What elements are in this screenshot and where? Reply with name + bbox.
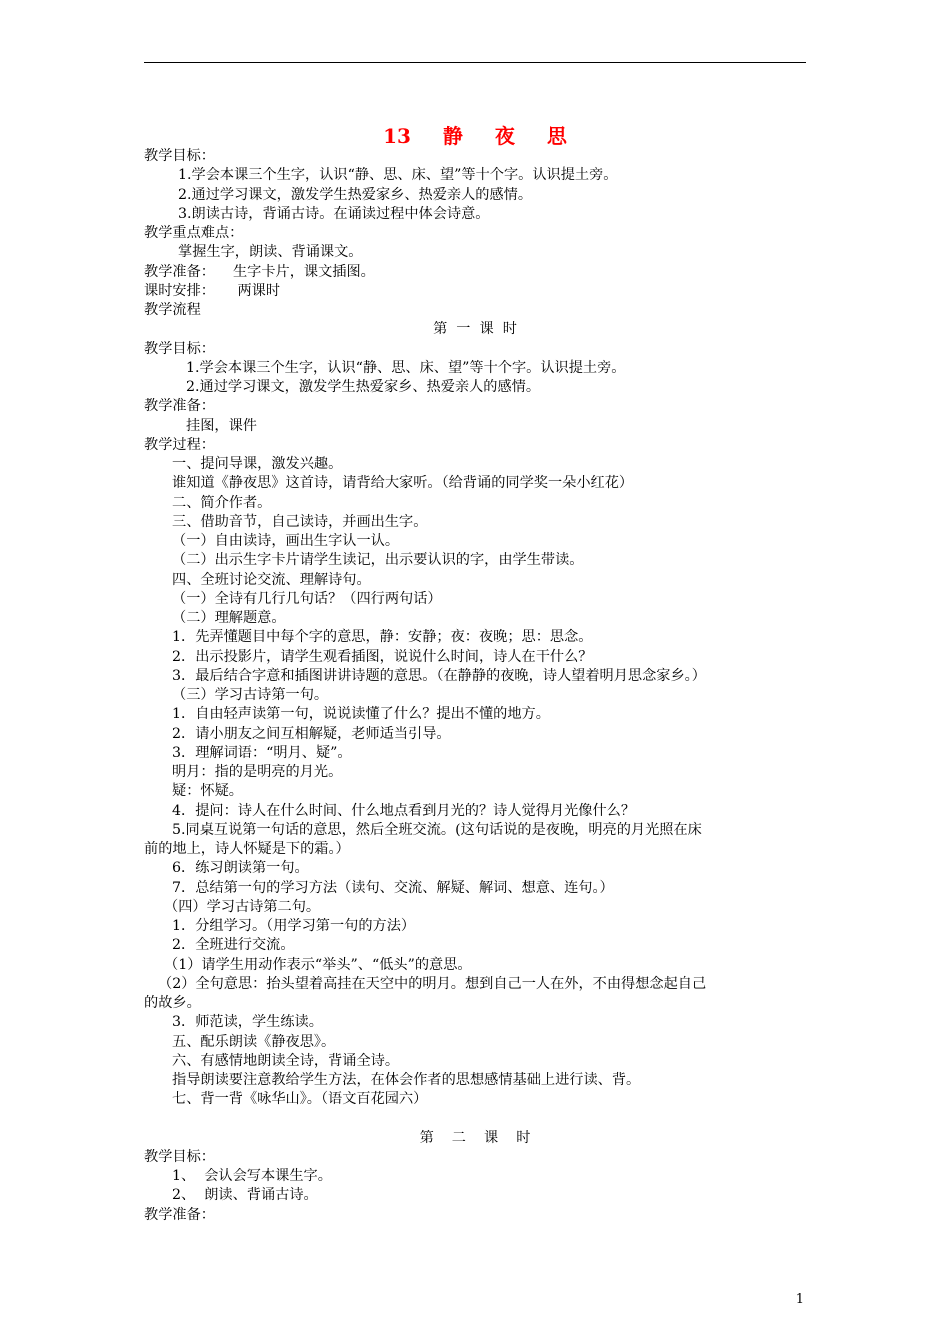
section-heading: 第 二 课 时 xyxy=(419,1129,531,1146)
text-line: 前的地上，诗人怀疑是下的霜。） xyxy=(144,841,350,857)
text-line: 4．提问：诗人在什么时间、什么地点看到月光的？诗人觉得月光像什么？ xyxy=(172,802,636,819)
text-line: 教学准备： 生字卡片，课文插图。 xyxy=(144,263,375,280)
text-line: 1、 会认会写本课生字。 xyxy=(172,1168,332,1184)
text-line: 3．最后结合字意和插图讲讲诗题的意思。（在静静的夜晚，诗人望着明月思念家乡。） xyxy=(172,667,706,684)
text-line: 7．总结第一句的学习方法（读句、交流、解疑、解词、想意、连句。） xyxy=(172,879,614,896)
text-line: 挂图，课件 xyxy=(186,417,257,434)
text-line: （一）全诗有几行几句话？（四行两句话） xyxy=(172,590,442,607)
section-heading: 第 一 课 时 xyxy=(433,321,517,338)
text-line: 2、 朗读、背诵古诗。 xyxy=(172,1187,318,1204)
text-line: （2）全句意思：抬头望着高挂在天空中的明月。想到自己一人在外，不由得想念起自己 xyxy=(158,975,707,992)
text-line: （二）出示生字卡片请学生读记，出示要认识的字，由学生带读。 xyxy=(172,552,584,569)
text-line: 1．自由轻声读第一句，说说读懂了什么？提出不懂的地方。 xyxy=(172,706,550,723)
text-line: 1.学会本课三个生字，认识“静、思、床、望”等十个字。认识提土旁。 xyxy=(186,359,626,376)
blank-line xyxy=(144,1110,806,1129)
text-line: 疑：怀疑。 xyxy=(172,783,243,800)
text-line: 5.同桌互说第一句话的意思，然后全班交流。(这句话说的是夜晚，明亮的月光照在床 xyxy=(172,821,702,838)
text-line: 三、借助音节，自己读诗，并画出生字。 xyxy=(172,513,428,530)
text-line: （一）自由读诗，画出生字认一认。 xyxy=(172,533,400,549)
title-char: 思 xyxy=(546,124,567,148)
text-line: 二、简介作者。 xyxy=(172,494,272,511)
text-line: （三）学习古诗第一句。 xyxy=(172,687,329,703)
text-line: 的故乡。 xyxy=(144,995,201,1011)
text-line: 1．分组学习。（用学习第一句的方法） xyxy=(172,918,416,934)
text-line: 明月：指的是明亮的月光。 xyxy=(172,764,343,780)
text-line: 课时安排： 两课时 xyxy=(144,282,281,299)
text-line: 2.通过学习课文，激发学生热爱家乡、热爱亲人的感情。 xyxy=(186,379,541,395)
text-line: 谁知道《静夜思》这首诗，请背给大家听。（给背诵的同学奖一朵小红花） xyxy=(172,475,634,492)
text-line: 教学目标： xyxy=(144,340,215,357)
text-line: 2.通过学习课文，激发学生热爱家乡、热爱亲人的感情。 xyxy=(178,186,533,203)
text-line: 教学过程： xyxy=(144,436,215,453)
lesson-title xyxy=(0,120,950,149)
text-line: 五、配乐朗读《静夜思》。 xyxy=(172,1033,336,1050)
text-line: 6．练习朗读第一句。 xyxy=(172,860,309,877)
text-line: 教学流程 xyxy=(144,302,201,318)
text-line: 四、全班讨论交流、理解诗句。 xyxy=(172,571,371,588)
text-line: （四）学习古诗第二句。 xyxy=(164,898,321,915)
text-line: 教学准备： xyxy=(144,1206,215,1223)
text-line: （1）请学生用动作表示“举头”、“低头”的意思。 xyxy=(164,956,472,973)
text-line: 1．先弄懂题目中每个字的意思，静：安静；夜：夜晚；思：思念。 xyxy=(172,629,593,646)
text-line: 一、提问导课，激发兴趣。 xyxy=(172,456,343,472)
text-line: 教学准备： xyxy=(144,398,215,415)
page-number: 1 xyxy=(795,1292,804,1307)
text-line: 七、背一背《咏华山》。（语文百花园六） xyxy=(172,1091,428,1108)
title-char: 夜 xyxy=(494,124,515,148)
text-line: 3.朗读古诗，背诵古诗。在诵读过程中体会诗意。 xyxy=(178,205,490,222)
header-rule xyxy=(144,62,806,63)
text-line: 教学目标： xyxy=(144,1148,215,1165)
text-line: 2．全班进行交流。 xyxy=(172,937,295,954)
text-line: 教学目标： xyxy=(144,148,215,164)
text-line: （二）理解题意。 xyxy=(172,610,286,626)
text-line: 教学重点难点： xyxy=(144,225,244,241)
title-char: 静 xyxy=(442,124,463,148)
text-line: 3．师范读，学生练读。 xyxy=(172,1014,323,1031)
text-line: 1.学会本课三个生字，认识“静、思、床、望”等十个字。认识提土旁。 xyxy=(178,167,618,184)
text-line: 六、有感情地朗读全诗，背诵全诗。 xyxy=(172,1052,400,1069)
text-line: 掌握生字，朗读、背诵课文。 xyxy=(178,244,363,261)
lesson-number: 13 xyxy=(383,124,411,148)
text-line: 2．请小朋友之间互相解疑，老师适当引导。 xyxy=(172,725,451,742)
text-line: 3．理解词语：“明月、疑”。 xyxy=(172,744,352,761)
lesson-body xyxy=(144,147,806,1225)
text-line: 2．出示投影片，请学生观看插图，说说什么时间，诗人在干什么？ xyxy=(172,648,593,665)
text-line: 指导朗读要注意教给学生方法，在体会作者的思想感情基础上进行读、背。 xyxy=(172,1072,641,1088)
